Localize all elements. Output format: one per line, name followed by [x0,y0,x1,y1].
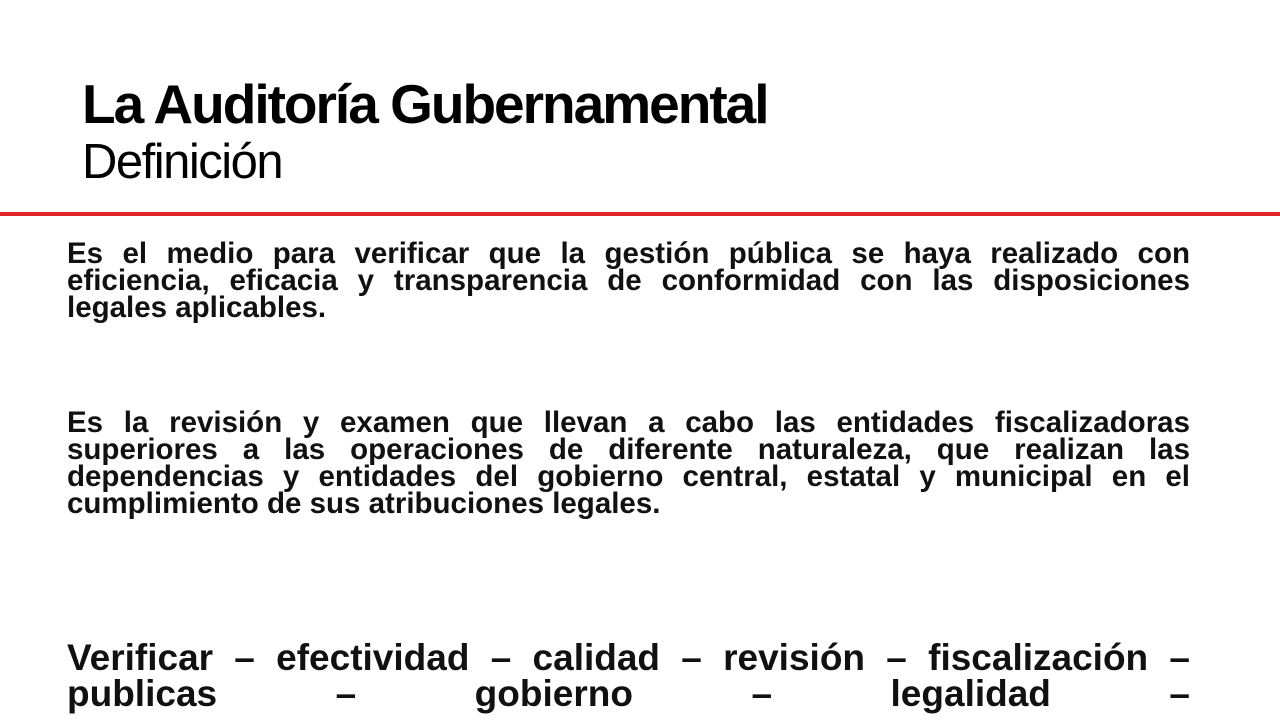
slide-subtitle: Definición [82,135,283,189]
definition-paragraph-1: Es el medio para verificar que la gestión pública se haya realizado con eficiencia, eficacia y transparencia de conformidad con las disposiciones legales aplicables. [67,237,1190,324]
title-divider [0,212,1280,216]
title-block [82,74,1182,190]
slide-title: La Auditoría Gubernamental [82,73,768,135]
definition-paragraph-2: Es la revisión y examen que llevan a cabo las entidades fiscalizadoras superiores a las operaciones de diferente naturaleza, que realizan las dependencias y entidades del gobierno central, estatal y municipal en el cumplimiento de sus atribuciones legales. [67,406,1190,520]
keywords-line: Verificar – efectividad – calidad – revisión – fiscalización – publicas – gobierno – legalidad – [67,637,1190,714]
